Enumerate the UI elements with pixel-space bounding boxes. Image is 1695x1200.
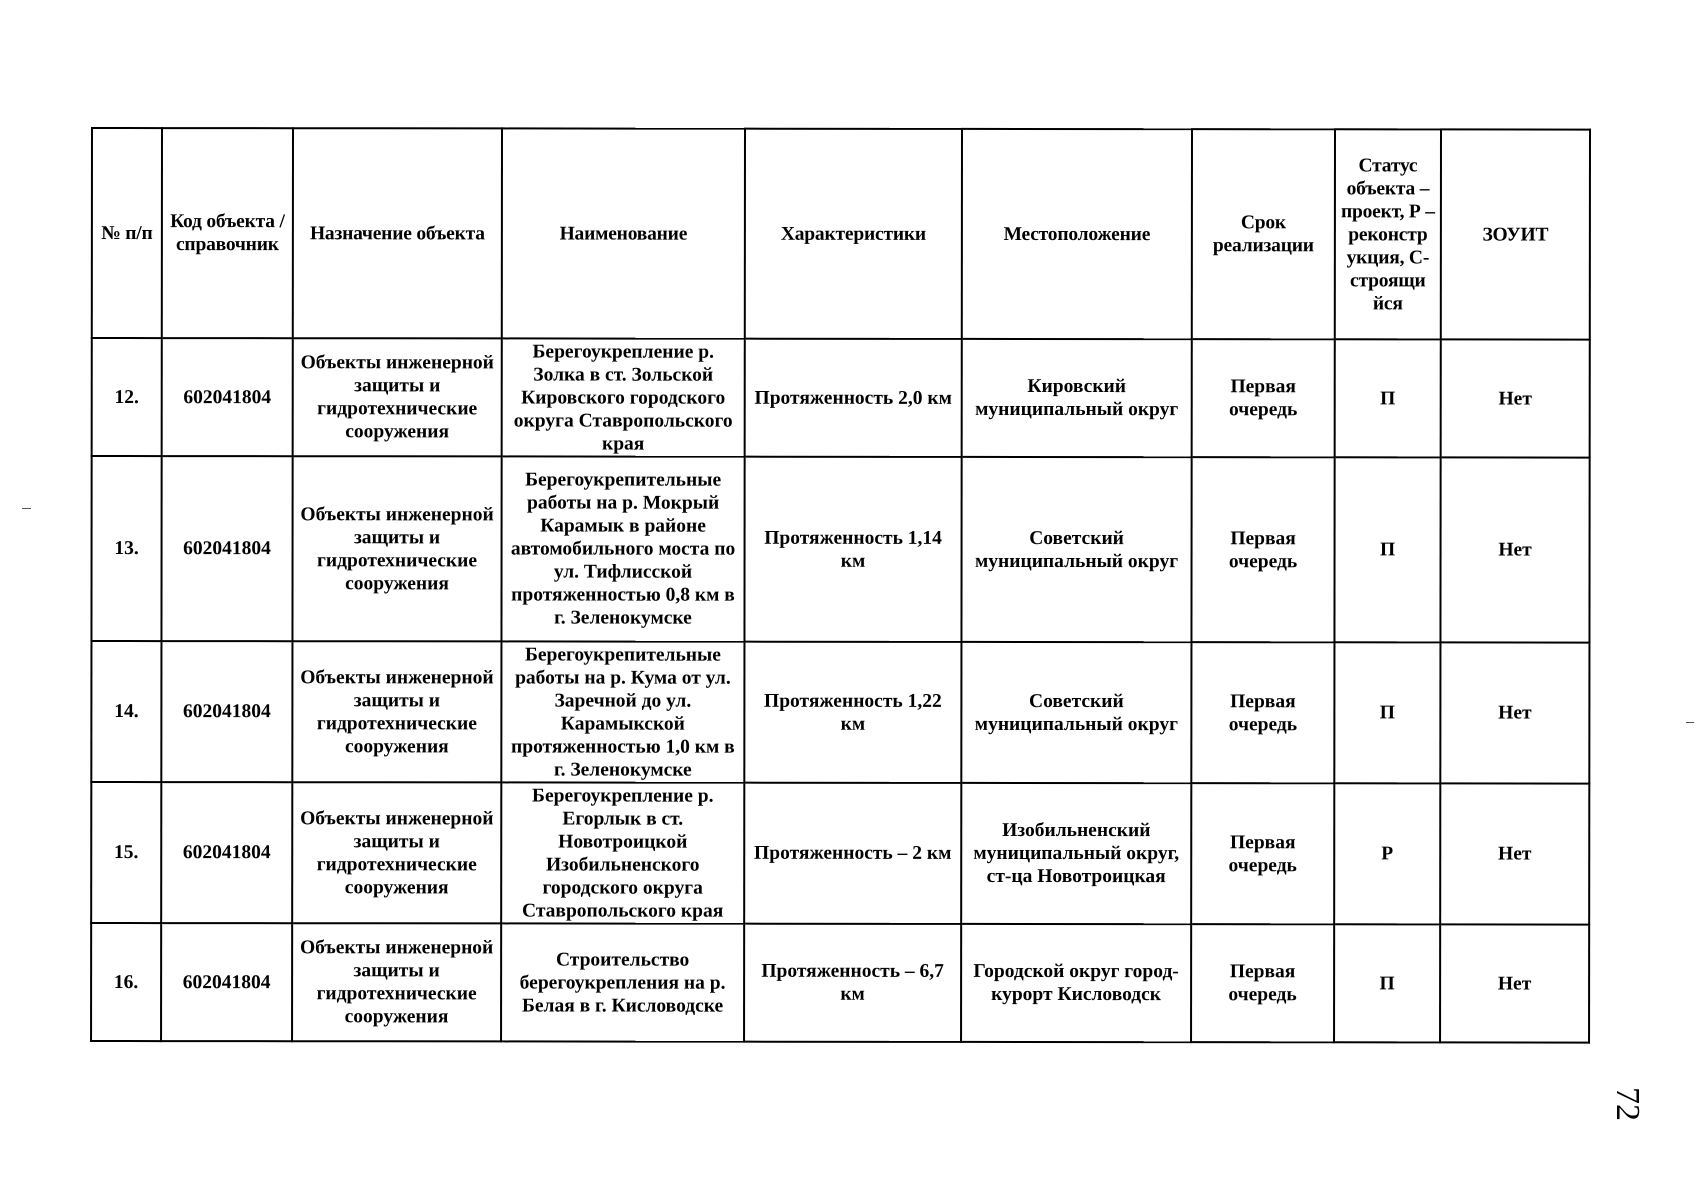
row-number: 12. [92,338,162,456]
object-term: Первая очередь [1191,642,1334,783]
object-characteristics: Протяженность 1,14 км [744,457,961,642]
table-row [91,782,1589,925]
object-code: 602041804 [161,782,292,923]
header-zouit: ЗОУИТ [1441,129,1590,339]
object-zouit: Нет [1441,339,1590,457]
object-name: Берегоукрепительные работы на р. Кума от ул. Заречной до ул. Карамыкской протяженностью 1,0 км в г. Зеленокумске [501,641,744,782]
object-characteristics: Протяженность – 6,7 км [744,924,961,1042]
object-characteristics: Протяженность 2,0 км [745,339,962,457]
object-characteristics: Протяженность – 2 км [744,783,961,924]
object-characteristics: Протяженность 1,22 км [744,642,961,783]
objects-table [90,127,1591,1044]
object-name: Строительство берегоукрепления на р. Белая в г. Кисловодске [501,923,744,1041]
object-zouit: Нет [1440,783,1589,924]
row-number: 13. [91,456,161,641]
table-row [92,338,1590,458]
object-name: Берегоукрепление р. Золка в ст. Зольской Кировского городского округа Ставропольского края [502,338,745,456]
object-name: Берегоукрепительные работы на р. Мокрый Карамык в районе автомобильного моста по ул. Тифлисской протяженностью 0,8 км в г. Зеленокумске [501,456,744,641]
object-status: П [1334,457,1440,642]
object-status: П [1334,642,1440,783]
table-row [91,641,1589,784]
object-zouit: Нет [1440,457,1589,642]
scan-margin-mark [1686,722,1694,723]
header-location: Местоположение [962,129,1192,339]
object-code: 602041804 [161,923,292,1041]
row-number: 16. [91,923,161,1041]
row-number: 15. [91,782,161,923]
object-location: Изобильненский муниципальный округ, ст-ца Новотроицкая [961,783,1191,924]
object-term: Первая очередь [1191,783,1334,924]
object-purpose: Объекты инженерной защиты и гидротехнические сооружения [292,923,501,1041]
object-status: П [1334,924,1440,1042]
object-term: Первая очередь [1192,339,1335,457]
object-term: Первая очередь [1191,924,1334,1042]
object-location: Советский муниципальный округ [961,642,1191,783]
header-object-name: Наименование [502,128,745,338]
object-purpose: Объекты инженерной защиты и гидротехнические сооружения [293,338,502,456]
object-code: 602041804 [162,338,293,456]
object-status: Р [1334,783,1440,924]
object-code: 602041804 [161,641,292,782]
header-status: Статус объекта – проект, Р – реконстр укция, С- строящи йся [1335,129,1441,339]
table-row [91,456,1589,643]
table-header-row [92,128,1590,340]
header-object-code: Код объекта / справочник [162,128,293,338]
object-location: Советский муниципальный округ [961,457,1191,642]
header-characteristics: Характеристики [745,129,962,339]
object-purpose: Объекты инженерной защиты и гидротехнические сооружения [292,641,501,782]
row-number: 14. [91,641,161,782]
object-purpose: Объекты инженерной защиты и гидротехнические сооружения [292,782,501,923]
object-zouit: Нет [1440,642,1589,783]
object-location: Городской округ город-курорт Кисловодск [961,924,1191,1042]
header-term: Срок реализации [1192,129,1335,339]
object-location: Кировский муниципальный округ [962,339,1192,457]
scan-margin-mark [22,508,31,509]
header-object-purpose: Назначение объекта [293,128,502,338]
page-number: 72 [1609,1087,1646,1121]
table-row [91,923,1589,1043]
object-name: Берегоукрепление р. Егорлык в ст. Новотроицкой Изобильненского городского округа Ставропольского края [501,782,744,923]
object-status: П [1335,339,1441,457]
object-code: 602041804 [161,456,292,641]
object-zouit: Нет [1440,924,1589,1042]
object-purpose: Объекты инженерной защиты и гидротехнические сооружения [292,456,501,641]
header-number: № п/п [92,128,162,338]
object-term: Первая очередь [1191,457,1334,642]
